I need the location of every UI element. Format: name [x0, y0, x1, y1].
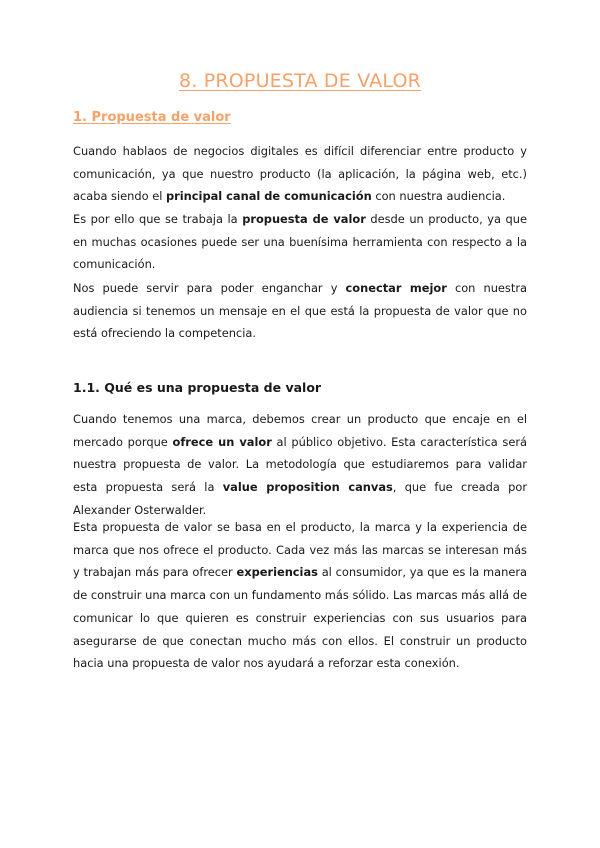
paragraph-propuesta [73, 208, 527, 276]
text-run: Cuando tenemos una marca, debemos crear un producto que encaje en el mercado porque [73, 412, 527, 449]
text-run: al consumidor, ya que es la manera de construir una marca con un fundamento más sólido. Las marcas más allá de comunicar lo que quieren es construir experiencias con sus usuarios para asegurarse de que conectan mucho más con ellos. El construir un producto hacia una propuesta de valor nos ayudará a reforzar esta conexión. [73, 565, 527, 671]
text-run: Nos puede servir para poder enganchar y [73, 281, 346, 295]
subsection-heading-que-es: 1.1. Qué es una propuesta de valor [73, 380, 322, 395]
text-run: desde un producto, ya que en muchas ocasiones puede ser una buenísima herramienta con respecto a la comunicación. [73, 212, 527, 272]
page-title: 8. PROPUESTA DE VALOR [178, 70, 422, 92]
text-run: , que fue creada por Alexander Osterwalder. [73, 480, 527, 517]
paragraph-experiencia [73, 516, 527, 675]
bold-text: propuesta de valor [242, 212, 366, 226]
bold-text: conectar mejor [345, 281, 447, 295]
bold-text: principal canal de comunicación [166, 189, 372, 204]
text-run: con nuestra audiencia si tenemos un mensaje en el que está la propuesta de valor que no está ofreciendo la competencia. [73, 281, 527, 341]
text-run: al público objetivo. Esta característica será nuestra propuesta de valor. La metodología que estudiaremos para validar esta propuesta será la [73, 434, 527, 495]
text-run: Es por ello que se trabaja la [73, 212, 243, 226]
text-run: Esta propuesta de valor se basa en el producto, la marca y la experiencia de marca que nos ofrece el producto. Cada vez más las marcas se interesan más y trabajan más para ofrecer [73, 520, 527, 580]
section-heading-propuesta-de-valor: 1. Propuesta de valor [73, 110, 231, 125]
paragraph-marca [73, 408, 527, 522]
bold-text: experiencias [236, 565, 318, 580]
text-run: con nuestra audiencia. [371, 189, 506, 204]
paragraph-intro [73, 140, 527, 208]
bold-text: value proposition canvas [222, 480, 393, 495]
bold-text: ofrece un valor [172, 434, 272, 449]
paragraph-conectar [73, 277, 527, 345]
text-run: Cuando hablaos de negocios digitales es difícil diferenciar entre producto y comunicación, ya que nuestro producto (la aplicación, la página web, etc.) acaba siendo el [73, 144, 527, 204]
